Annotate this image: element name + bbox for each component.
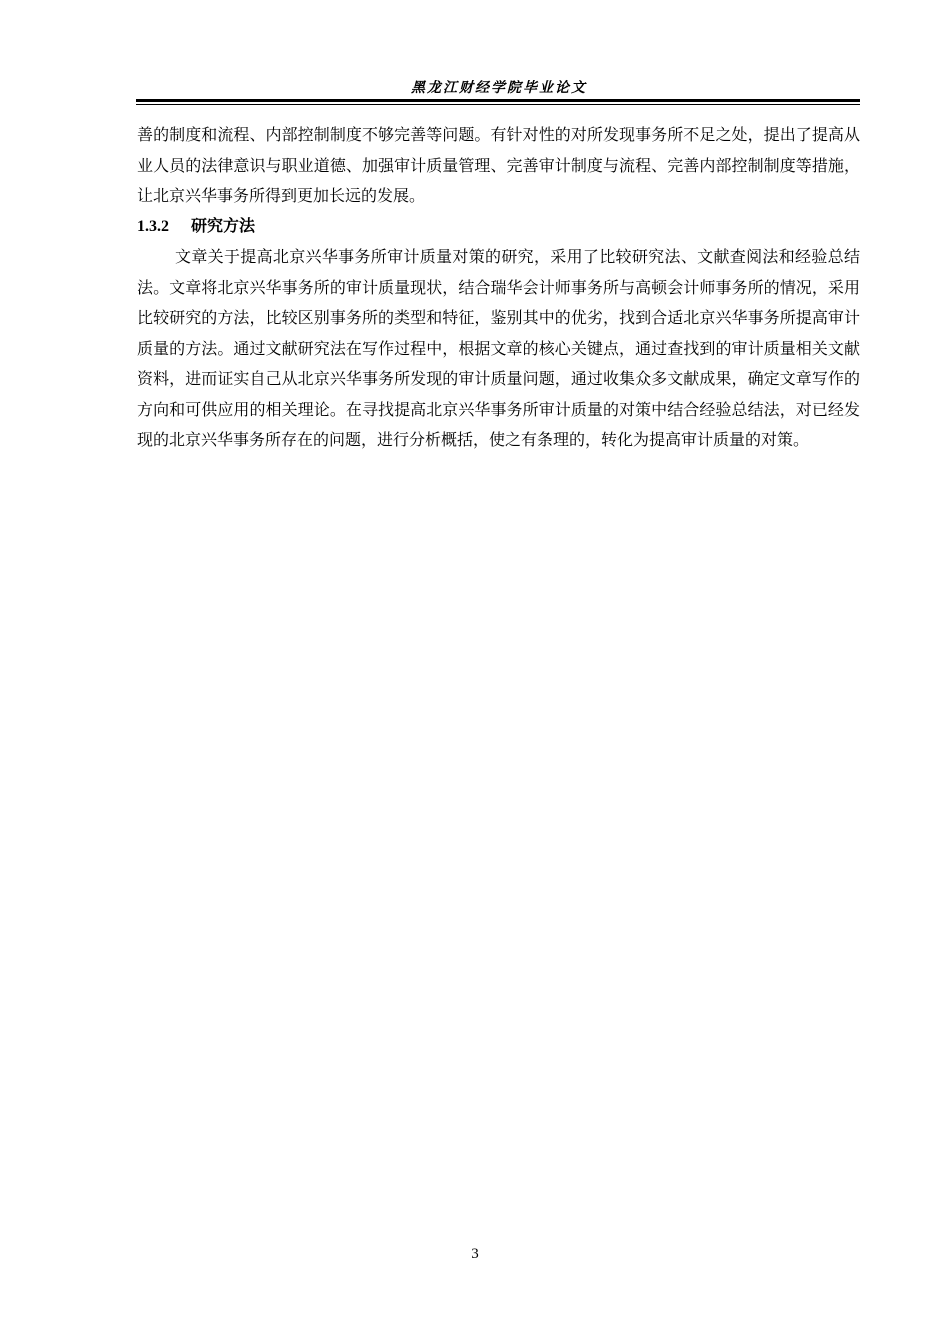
running-header-title: 黑龙江财经学院毕业论文 xyxy=(411,80,587,96)
header-rule-thick xyxy=(136,99,860,102)
body-content xyxy=(137,120,860,456)
section-number: 1.3.2 xyxy=(137,217,169,235)
section-title: 研究方法 xyxy=(191,217,256,235)
continuation-paragraph: 善的制度和流程、内部控制制度不够完善等问题。有针对性的对所发现事务所不足之处，提出了提高从业人员的法律意识与职业道德、加强审计质量管理、完善审计制度与流程、完善内部控制制度等措施，让北京兴华事务所得到更加长远的发展。 xyxy=(137,125,860,205)
methods-paragraph: 文章关于提高北京兴华事务所审计质量对策的研究，采用了比较研究法、文献查阅法和经验总结法。文章将北京兴华事务所的审计质量现状，结合瑞华会计师事务所与高顿会计师事务所的情况，采用比较研究的方法，比较区别事务所的类型和特征，鉴别其中的优劣，找到合适北京兴华事务所提高审计质量的方法。通过文献研究法在写作过程中，根据文章的核心关键点，通过查找到的审计质量相关文献资料，进而证实自己从北京兴华事务所发现的审计质量问题，通过收集众多文献成果，确定文章写作的方向和可供应用的相关理论。在寻找提高北京兴华事务所审计质量的对策中结合经验总结法，对已经发现的北京兴华事务所存在的问题，进行分析概括，使之有条理的，转化为提高审计质量的对策。 xyxy=(137,247,860,449)
header-rule-thin xyxy=(136,104,860,105)
page-number: 3 xyxy=(471,1246,479,1262)
section-heading xyxy=(137,212,860,243)
